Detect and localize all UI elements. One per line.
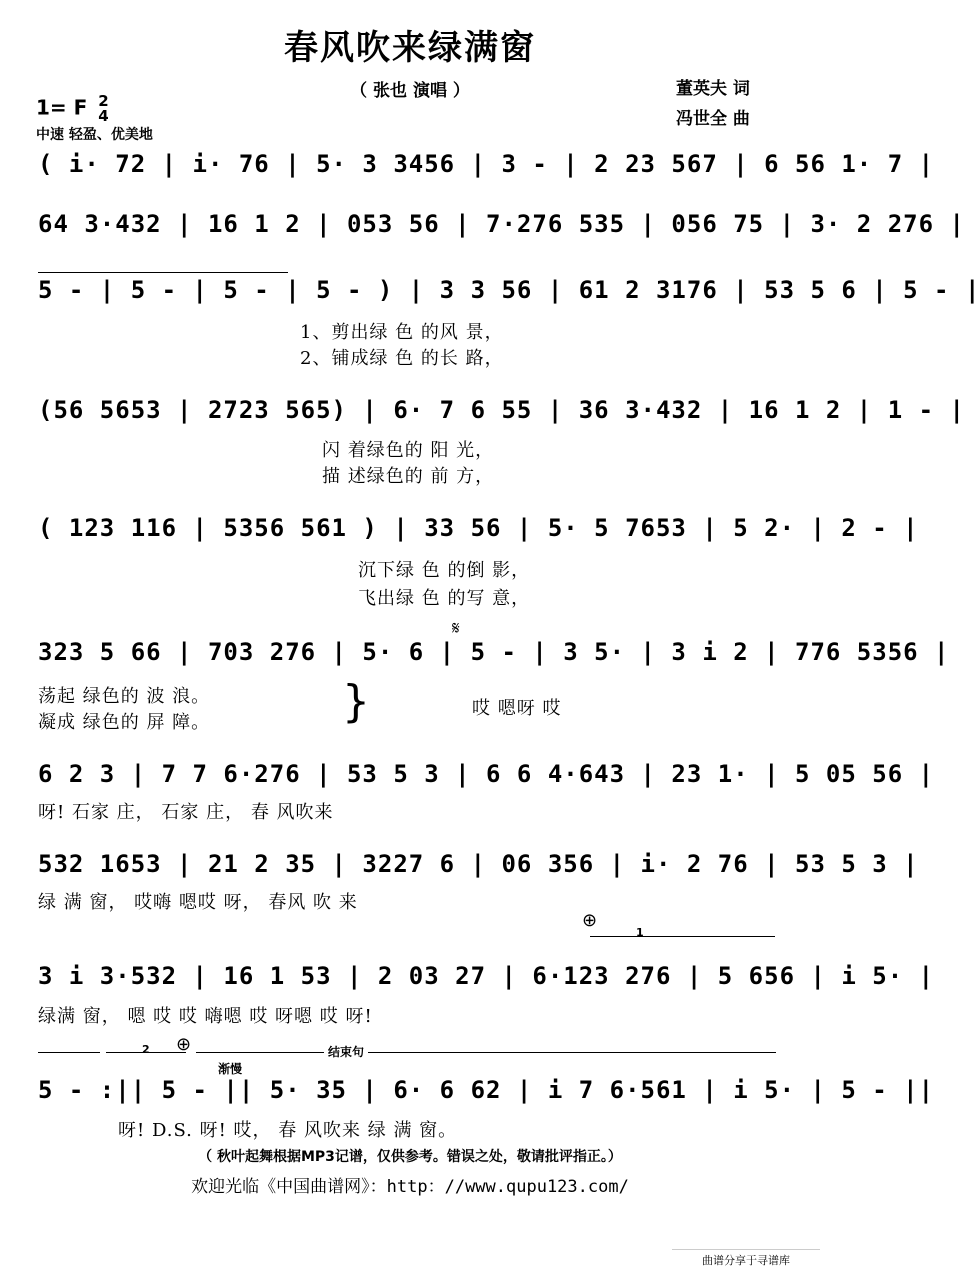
time-signature-numerator: 2 [98,92,109,110]
score-row-10: 5 - :|| 5 - || 5· 35 | 6· 6 62 | i 7 6·561 | i 5· | 5 - || [38,1076,935,1104]
lyric-row-5-verse-2: 飞出绿 色 的写 意， [358,588,531,609]
lyric-row-7: 呀! 石家 庄， 石家 庄， 春 风吹来 [38,802,334,823]
lyric-row-10: 呀! D.S. 呀! 哎， 春 风吹来 绿 满 窗。 [118,1120,458,1141]
score-row-1: ( i· 72 | i· 76 | 5· 3 3456 | 3 - | 2 23 567 | 6 56 1· 7 | [38,150,935,178]
score-row-8: 532 1653 | 21 2 35 | 3227 6 | 06 356 | i· 2 76 | 53 5 3 | [38,850,919,878]
watermark: 曲谱分享于寻谱库 [672,1249,820,1272]
score-row-4: (56 5653 | 2723 565) | 6· 7 6 55 | 36 3·432 | 16 1 2 | 1 - | [38,396,965,424]
lyric-row-4-verse-2: 描 述绿色的 前 方， [322,466,495,487]
volta-1-bracket [590,936,775,937]
volta-bracket-end [38,1052,100,1053]
ending-bracket [196,1052,776,1053]
tempo-slow-label: 渐慢 [218,1062,243,1076]
score-row-5: ( 123 116 | 5356 561 ) | 33 56 | 5· 5 7653 | 5 2· | 2 - | [38,514,919,542]
score-row-3: 5 - | 5 - | 5 - | 5 - ) | 3 3 56 | 61 2 3176 | 53 5 6 | 5 - | [38,276,980,304]
transcription-note: （ 秋叶起舞根据MP3记谱，仅供参考。错误之处，敬请批评指正。） [198,1149,622,1165]
lyric-row-6-verse-2: 凝成 绿色的 屏 障。 [38,712,211,733]
volta-1-label: 1 [636,926,644,939]
lyricist-credit: 董英夫 词 [676,79,750,99]
lyric-row-3-verse-2: 2、铺成绿 色 的长 路， [300,348,504,369]
key-signature: 1= F 2 4 [36,92,109,125]
time-signature-denominator: 4 [98,107,109,125]
score-row-9: 3 i 3·532 | 16 1 53 | 2 03 27 | 6·123 276 | 5 656 | i 5· | [38,962,935,990]
lyric-row-3-verse-1: 1、剪出绿 色 的风 景， [300,322,504,343]
coda-icon-2: ⊕ [176,1034,192,1055]
segno-icon: 𝄋 [452,618,460,639]
composer-credit: 冯世全 曲 [676,109,750,129]
lyric-row-5-verse-1: 沉下绿 色 的倒 影， [358,560,531,581]
tie-line [38,272,288,273]
coda-icon: ⊕ [582,910,598,931]
lyric-row-6-verse-1: 荡起 绿色的 波 浪。 [38,686,211,707]
lyric-row-6-shared: 哎 嗯呀 哎 [472,698,562,719]
score-row-6: 323 5 66 | 703 276 | 5· 6 | 5 - | 3 5· | 3 i 2 | 776 5356 | [38,638,950,666]
lyric-row-9: 绿满 窗， 嗯 哎 哎 嗨嗯 哎 呀嗯 哎 呀! [38,1006,373,1027]
ending-label: 结束句 [324,1043,368,1060]
lyric-row-4-verse-1: 闪 着绿色的 阳 光， [322,440,495,461]
volta-2-label: 2 [142,1043,150,1056]
score-row-2: 64 3·432 | 16 1 2 | 053 56 | 7·276 535 | 056 75 | 3· 2 276 | [38,210,965,238]
site-credit: 欢迎光临《中国曲谱网》：http：//www.qupu123.com/ [191,1177,629,1197]
page-title: 春风吹来绿满窗 [284,28,536,68]
lyric-row-8: 绿 满 窗， 哎嗨 嗯哎 呀， 春风 吹 来 [38,892,358,913]
singer-credit: （ 张也 演唱 ） [350,81,470,101]
score-row-7: 6 2 3 | 7 7 6·276 | 53 5 3 | 6 6 4·643 | 23 1· | 5 05 56 | [38,760,935,788]
tempo-marking: 中速 轻盈、优美地 [36,127,153,143]
verse-brace: } [342,676,370,727]
